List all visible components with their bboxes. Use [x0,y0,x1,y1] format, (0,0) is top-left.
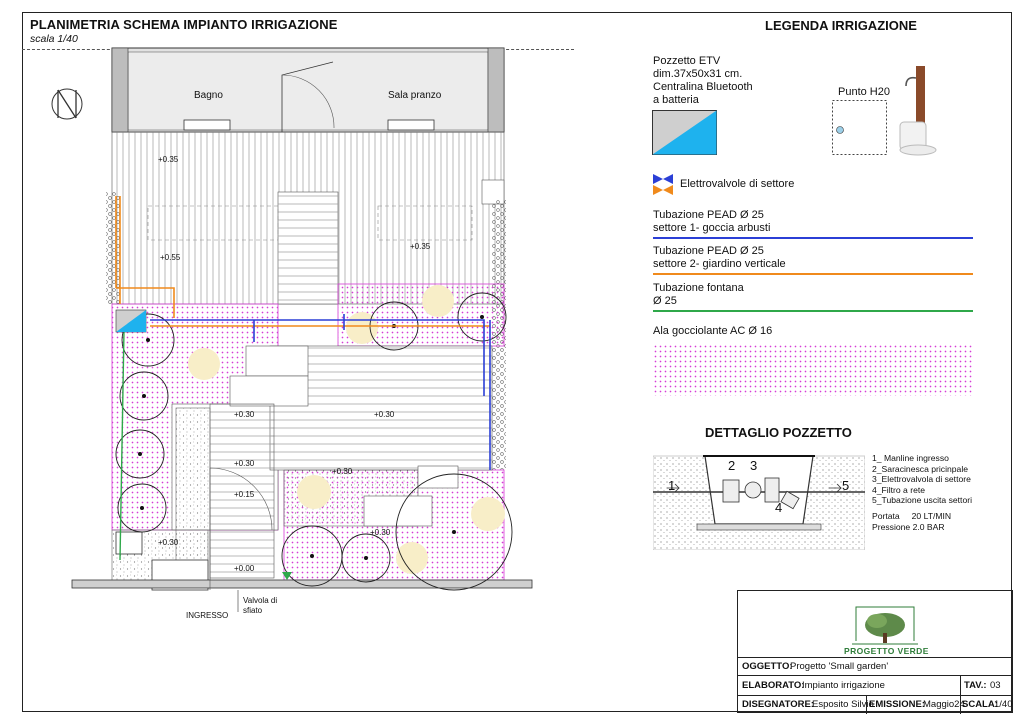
tb-tav-label: TAV.: [964,680,987,691]
detail-notes [872,453,972,506]
logo-text: PROGETTO VERDE [844,646,929,656]
tb-emissione-label: EMISSIONE: [869,699,925,710]
tb-elaborato-value: Impianto irrigazione [802,680,885,691]
legend-pozzetto-line2: dim.37x50x31 cm. [653,68,743,80]
level-marker: +0.30 [234,459,255,468]
valve-label-line1: Valvola di [243,596,278,605]
legend-pipe3-line [653,310,973,312]
detail-num-5: 5 [842,478,850,493]
level-marker: +0.15 [234,490,255,499]
legend-pipe3-line2: Ø 25 [653,295,677,307]
detail-properties [872,511,951,533]
legend-pipe1-line [653,237,973,239]
detail-num-4: 4 [775,500,783,515]
legend-ala: Ala gocciolante AC Ø 16 [653,325,773,337]
legend-pipe3-line1: Tubazione fontana [653,282,744,294]
legend-pozzetto-symbol [652,110,718,156]
room-bagno: Bagno [194,90,223,101]
detail-num-2: 2 [728,458,736,473]
title-block [737,590,1013,713]
north-arrow-icon [52,89,82,119]
detail-num-1: 1 [668,478,676,493]
tb-oggetto-label: OGGETTO: [742,661,793,672]
detail-portata: Portata 20 LT/MIN [872,511,952,521]
detail-pozzetto-drawing [653,450,865,550]
legend-elettrovalvole: Elettrovalvole di settore [680,178,795,190]
legend-pozzetto-line4: a batteria [653,94,699,106]
detail-note: 3_Elettrovalvola di settore [872,474,971,485]
tb-disegnatore-label: DISEGNATORE: [742,699,814,710]
fountain-icon [896,60,944,160]
detail-pressione: Pressione 2.0 BAR [872,522,945,532]
tb-scala-value: 1/40 [994,699,1013,710]
entrance-label: INGRESSO [186,611,229,620]
tb-scala-label: SCALA: [962,699,998,710]
level-marker: +0.35 [158,155,179,164]
tb-row-elaborato [738,675,1012,695]
legend-pipe2-line2: settore 2- giardino verticale [653,258,786,270]
detail-num-3: 3 [750,458,758,473]
tb-disegnatore-value: Esposito Silvio [812,699,874,710]
level-marker: +0.30 [370,528,391,537]
detail-title: DETTAGLIO POZZETTO [705,425,852,440]
legend-pipe2-line1: Tubazione PEAD Ø 25 [653,245,764,257]
tb-elaborato-label: ELABORATO: [742,680,805,691]
legend-punto-h20: Punto H20 [838,86,890,98]
level-marker: +0.55 [160,253,181,262]
legend-drip-area [653,344,973,396]
detail-note: 5_Tubazione uscita settori [872,495,972,506]
tb-row-disegnatore [738,695,1012,713]
solenoid-valve-icon [652,172,676,196]
valve-label-line2: sfiato [243,606,263,615]
legend-pipe1-line1: Tubazione PEAD Ø 25 [653,209,764,221]
tb-oggetto-value: Progetto 'Small garden' [790,661,889,672]
detail-note: 2_Saracinesca pricinpale [872,463,969,474]
detail-note: 1_ Manline ingresso [872,453,949,463]
level-marker: +0.30 [374,410,395,419]
level-marker: +0.30 [332,467,353,476]
tb-tav-value: 03 [990,680,1001,691]
plan-title: PLANIMETRIA SCHEMA IMPIANTO IRRIGAZIONE [30,17,338,32]
legend-pozzetto-line3: Centralina Bluetooth [653,81,753,93]
level-marker: +0.30 [158,538,179,547]
legend-pozzetto-line1: Pozzetto ETV [653,55,721,67]
level-marker: +0.30 [234,410,255,419]
pozzetto-box [116,310,146,332]
plan-scale: scala 1/40 [30,33,78,45]
room-sala-pranzo: Sala pranzo [388,90,442,101]
tb-emissione-value: Maggio24 [923,699,965,710]
legend-title: LEGENDA IRRIGAZIONE [765,18,917,33]
legend-punto-h20-symbol [832,100,888,156]
level-marker: +0.00 [234,564,255,573]
legend-pipe2-line [653,273,973,275]
legend-pipe1-line2: settore 1- goccia arbusti [653,222,771,234]
level-marker: +0.35 [410,242,431,251]
detail-note: 4_Filtro a rete [872,484,926,495]
tb-row-oggetto [738,657,1012,675]
